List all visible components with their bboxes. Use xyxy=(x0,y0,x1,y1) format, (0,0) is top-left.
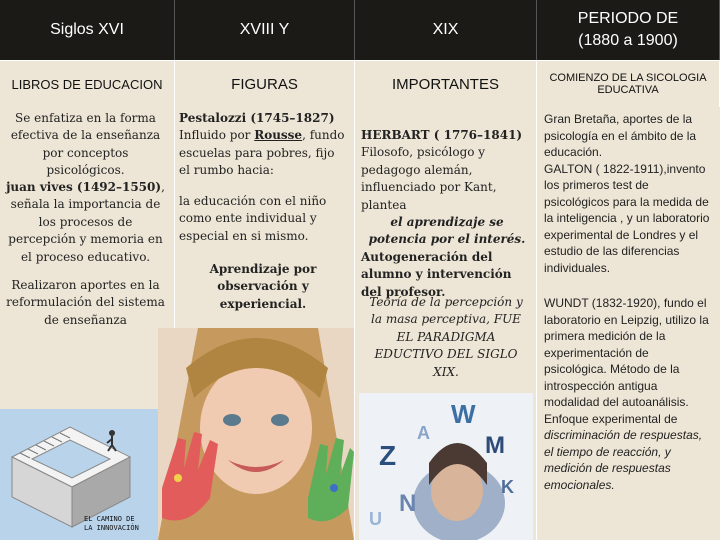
wundt-text: WUNDT (1832-1920), fundo el laboratorio en Leipzig, utilizo la primera medición de la experimentación de psicológica. Método de la introspección antigua modalidad del autoanálisis. Enfoque experimental de xyxy=(544,296,709,426)
col3-paragraph-2: Teoría de la percepción y la masa perceptiva, FUE EL PARADIGMA EDUCTIVO DEL SIGLO XIX. xyxy=(369,295,523,379)
header-xviii: XVIII Y xyxy=(175,0,355,60)
col2-paragraph-2: la educación con el niño como ente individual y especial en si mismo. xyxy=(179,194,327,243)
col1-paragraph-3: Realizaron aportes en la reformulación del sistema de enseñanza xyxy=(6,278,165,327)
column-libros xyxy=(0,107,175,540)
col2-p1-a: Influido por xyxy=(179,128,255,143)
svg-text:K: K xyxy=(501,477,514,497)
image-caption-line-1: EL CAMINO DE xyxy=(84,515,135,523)
subheader-figuras: FIGURAS xyxy=(175,61,355,107)
col1-paragraph-2 xyxy=(4,179,167,266)
col4-paragraph-1 xyxy=(544,111,714,276)
col1-paragraph-1: Se enfatiza en la forma efectiva de la enseñanza por conceptos psicológicos. xyxy=(10,111,161,178)
svg-text:A: A xyxy=(417,423,430,443)
column-comienzo xyxy=(537,107,720,540)
svg-text:U: U xyxy=(369,509,382,529)
floating-letters-image xyxy=(359,393,533,540)
rousse-name: Rousse xyxy=(254,128,303,143)
svg-text:W: W xyxy=(451,399,476,429)
gran-bretana-text: Gran Bretaña, aportes de la psicología en el ámbito de la educación. xyxy=(544,112,697,160)
col1-p2-text: , señala la importancia de los procesos de percepción y memoria en el proceso educativo. xyxy=(8,180,165,264)
svg-text:Z: Z xyxy=(379,440,397,471)
impossible-staircase-image xyxy=(0,409,158,540)
col2-paragraph-1 xyxy=(179,110,345,180)
col3-emphasis: el aprendizaje se potencia por el interés. xyxy=(368,214,526,247)
svg-text:N: N xyxy=(399,490,417,517)
juan-vives-name: juan vives (1492–1550) xyxy=(6,180,162,194)
header-xix: XIX xyxy=(355,0,537,60)
header-siglos-xvi: Siglos XVI xyxy=(0,0,175,60)
subheader-libros: LIBROS DE EDUCACION xyxy=(0,61,175,107)
galton-text: GALTON ( 1822-1911),invento los primeros test de psicológicos para la medida de la inteligencia , y un laboratorio experimental de Londres y el estudio de las diferencias individuales. xyxy=(544,161,710,275)
col3-autogeneracion: Autogeneración del alumno y intervención del profesor. xyxy=(361,249,512,299)
subheader-importantes: IMPORTANTES xyxy=(355,61,537,107)
svg-text:M: M xyxy=(485,432,505,459)
subheader-comienzo: COMIENZO DE LA SICOLOGIA EDUCATIVA xyxy=(537,61,720,107)
herbart-name: HERBART ( 1776–1841) xyxy=(361,128,523,142)
col3-paragraph-1 xyxy=(361,127,533,301)
header-periodo: PERIODO DE (1880 a 1900) xyxy=(537,0,720,60)
child-painted-hands-photo xyxy=(158,328,354,540)
col4-paragraph-2 xyxy=(544,295,714,494)
image-caption-line-2: LA INNOVACIÓN xyxy=(84,524,139,532)
col3-p1-rest: Filosofo, psicólogo y pedagogo alemán, influenciado por Kant, plantea xyxy=(361,145,497,212)
pestalozzi-name: Pestalozzi (1745–1827) xyxy=(179,111,335,125)
col2-paragraph-3: Aprendizaje por observación y experiencial. xyxy=(209,262,317,311)
col2-p1-b: , fundo escuelas para pobres, fijo el rumbo hacia: xyxy=(179,128,345,178)
wundt-italic-text: discriminación de respuestas, el tiempo de reacción, y medición de respuestas emocionales. xyxy=(544,428,703,493)
column-importantes xyxy=(355,107,537,540)
